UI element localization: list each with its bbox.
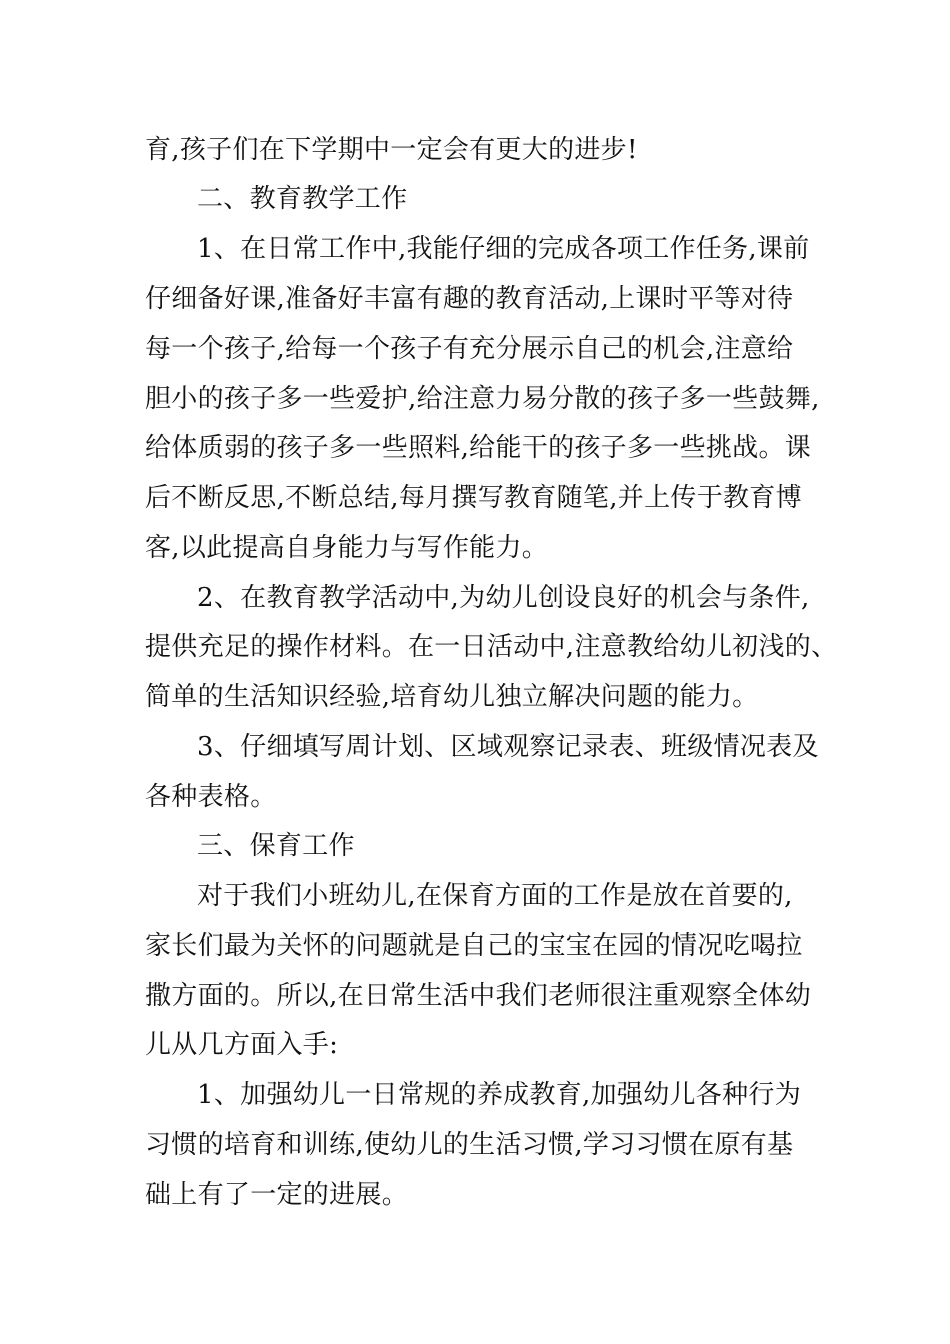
- text-line: 1、加强幼儿一日常规的养成教育,加强幼儿各种行为: [197, 1080, 802, 1110]
- text-line: 础上有了一定的进展。: [145, 1180, 409, 1210]
- text-line: 给体质弱的孩子多一些照料,给能干的孩子多一些挑战。课: [145, 433, 812, 463]
- section-heading: 二、教育教学工作: [197, 184, 408, 214]
- text-line: 3、仔细填写周计划、区域观察记录表、班级情况表及: [197, 732, 819, 762]
- text-line: 对于我们小班幼儿,在保育方面的工作是放在首要的,: [197, 881, 793, 911]
- text-line: 后不断反思,不断总结,每月撰写教育随笔,并上传于教育博: [145, 483, 802, 513]
- text-line: 简单的生活知识经验,培育幼儿独立解决问题的能力。: [145, 682, 759, 712]
- text-line: 胆小的孩子多一些爱护,给注意力易分散的孩子多一些鼓舞,: [145, 384, 820, 414]
- text-line: 习惯的培育和训练,使幼儿的生活习惯,学习习惯在原有基: [145, 1130, 794, 1160]
- text-line: 撒方面的。所以,在日常生活中我们老师很注重观察全体幼: [145, 981, 812, 1011]
- text-line: 客,以此提高自身能力与写作能力。: [145, 533, 549, 563]
- text-line: 各种表格。: [145, 782, 277, 812]
- text-line: 2、在教育教学活动中,为幼儿创设良好的机会与条件,: [197, 583, 810, 613]
- text-line: 每一个孩子,给每一个孩子有充分展示自己的机会,注意给: [145, 334, 794, 364]
- text-line: 1、在日常工作中,我能仔细的完成各项工作任务,课前: [197, 234, 810, 264]
- section-heading: 三、保育工作: [197, 831, 355, 861]
- text-line: 育,孩子们在下学期中一定会有更大的进步!: [145, 135, 638, 165]
- text-line: 家长们最为关怀的问题就是自己的宝宝在园的情况吃喝拉: [145, 931, 803, 961]
- text-line: 提供充足的操作材料。在一日活动中,注意教给幼儿初浅的、: [145, 632, 838, 662]
- text-line: 仔细备好课,准备好丰富有趣的教育活动,上课时平等对待: [145, 284, 794, 314]
- text-line: 儿从几方面入手:: [145, 1030, 339, 1060]
